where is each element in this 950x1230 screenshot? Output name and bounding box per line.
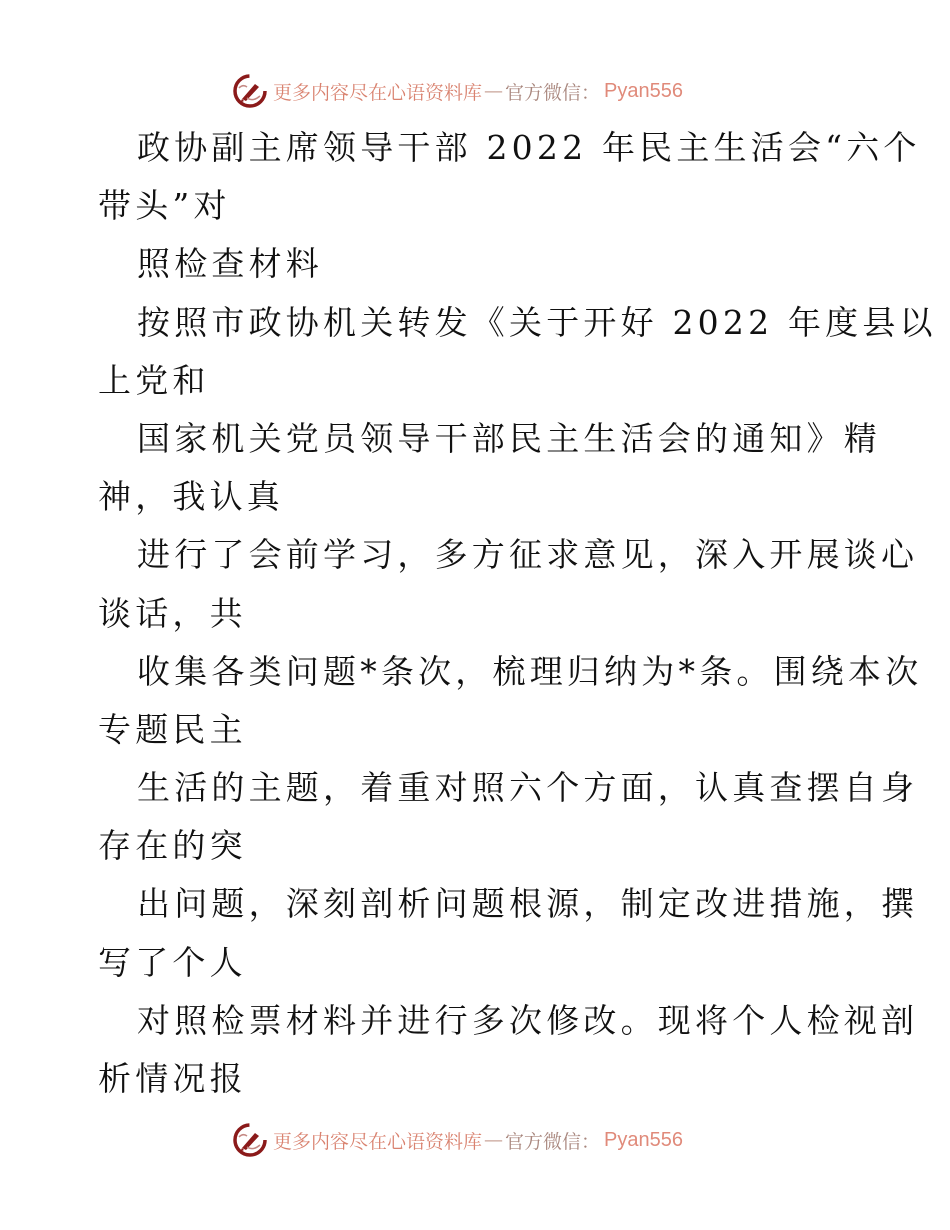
pen-logo-icon xyxy=(233,74,267,108)
header-watermark xyxy=(233,73,683,109)
paragraph-line: 存在的突 xyxy=(98,826,247,866)
paragraph-line: 出问题，深刻剖析问题根源，制定改进措施，撰 xyxy=(137,884,919,924)
paragraph-line: 收集各类问题*条次，梳理归纳为*条。围绕本次 xyxy=(137,651,923,691)
paragraph-line: 神，我认真 xyxy=(98,477,284,517)
paragraph-line: 进行了会前学习，多方征求意见，深入开展谈心 xyxy=(137,535,919,575)
paragraph-line: 生活的主题，着重对照六个方面，认真查摆自身 xyxy=(137,768,919,808)
title-line-1: 政协副主席领导干部 2022 年民主生活会“六个 xyxy=(137,128,921,167)
title-line-3: 照检查材料 xyxy=(137,244,323,284)
paragraph-line: 按照市政协机关转发《关于开好 2022 年度县以 xyxy=(137,302,937,342)
watermark-separator: — xyxy=(484,80,504,102)
paragraph-line: 对照检票材料并进行多次修改。现将个人检视剖 xyxy=(137,1000,919,1040)
title-line-2: 带头”对 xyxy=(98,186,231,226)
paragraph-line: 上党和 xyxy=(98,360,210,400)
paragraph-line: 谈话，共 xyxy=(98,593,247,633)
paragraph-line: 专题民主 xyxy=(98,709,247,749)
watermark-wechat-label: 官方微信： xyxy=(505,81,601,104)
watermark-brand-text: 更多内容尽在心语资料库 xyxy=(273,81,483,104)
watermark-wechat-id: Pyan556 xyxy=(604,79,683,102)
paragraph-line: 写了个人 xyxy=(98,942,247,982)
paragraph-line: 国家机关党员领导干部民主生活会的通知》精 xyxy=(137,418,881,458)
paragraph-line: 析情况报 xyxy=(98,1059,247,1098)
watermark-wechat-label: 官方微信： xyxy=(505,1130,601,1153)
footer-watermark xyxy=(233,1122,683,1158)
watermark-wechat-id: Pyan556 xyxy=(604,1128,683,1151)
pen-logo-icon xyxy=(233,1123,267,1157)
watermark-separator: — xyxy=(484,1129,504,1151)
document-body xyxy=(98,122,937,1111)
watermark-brand-text: 更多内容尽在心语资料库 xyxy=(273,1130,483,1153)
